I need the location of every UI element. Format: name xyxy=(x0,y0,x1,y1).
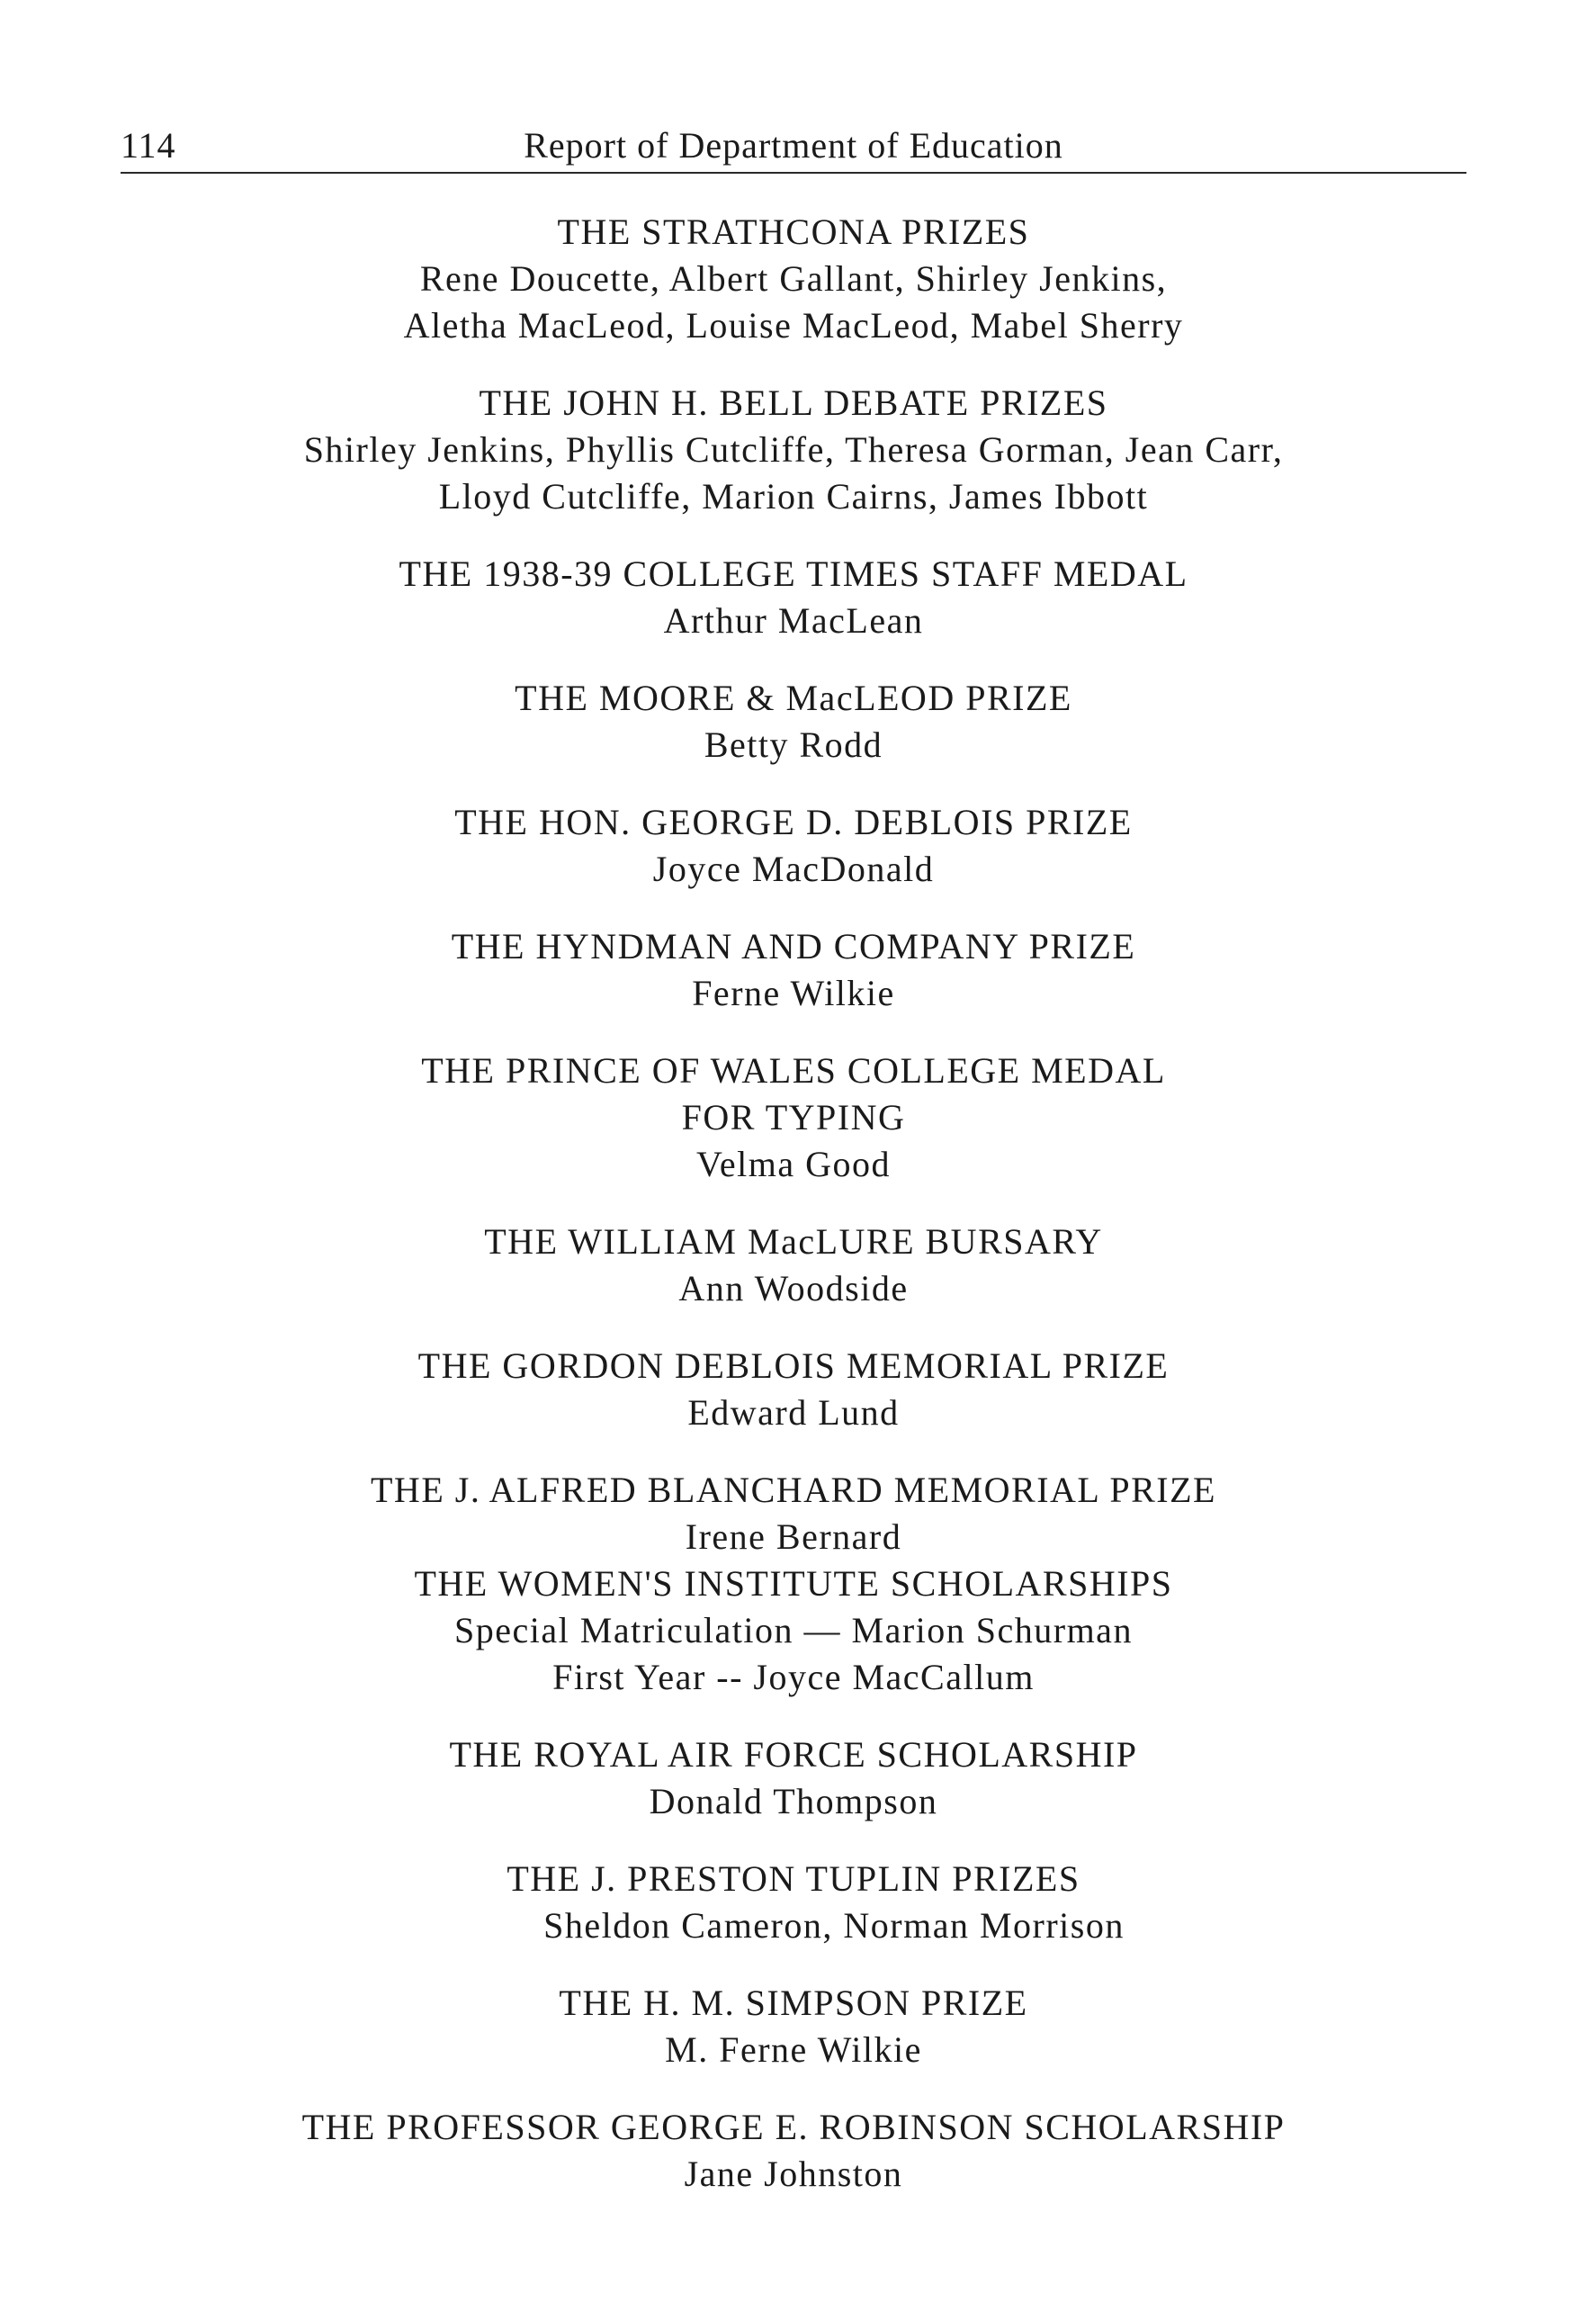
award-block xyxy=(121,1467,1466,1560)
award-block xyxy=(121,1218,1466,1312)
award-recipient: Arthur MacLean xyxy=(663,600,924,641)
award-recipient: First Year -- Joyce MacCallum xyxy=(552,1657,1035,1697)
award-title: THE MOORE & MacLEOD PRIZE xyxy=(515,678,1072,718)
award-recipient: Jane Johnston xyxy=(684,2154,903,2194)
award-block xyxy=(121,209,1466,349)
running-title: Report of Department of Education xyxy=(524,125,1063,166)
award-title: THE JOHN H. BELL DEBATE PRIZES xyxy=(479,382,1108,423)
award-recipients: Aletha MacLeod, Louise MacLeod, Mabel Sherry xyxy=(403,305,1184,346)
award-title: THE J. PRESTON TUPLIN PRIZES xyxy=(507,1858,1080,1899)
award-recipient: Ferne Wilkie xyxy=(692,973,895,1013)
award-recipient: M. Ferne Wilkie xyxy=(665,2029,922,2070)
award-title: THE 1938-39 COLLEGE TIMES STAFF MEDAL xyxy=(399,553,1188,594)
award-block xyxy=(121,799,1466,893)
award-recipient: Ann Woodside xyxy=(678,1268,909,1308)
award-title: THE WOMEN'S INSTITUTE SCHOLARSHIPS xyxy=(414,1563,1173,1604)
award-recipient: Special Matriculation — Marion Schurman xyxy=(454,1610,1133,1650)
award-block xyxy=(121,1980,1466,2073)
award-recipients: Rene Doucette, Albert Gallant, Shirley Jenkins, xyxy=(419,258,1168,299)
award-title: THE HYNDMAN AND COMPANY PRIZE xyxy=(451,926,1136,967)
award-title: THE WILLIAM MacLURE BURSARY xyxy=(484,1221,1103,1262)
award-block xyxy=(121,1048,1466,1188)
award-title: THE J. ALFRED BLANCHARD MEMORIAL PRIZE xyxy=(371,1470,1216,1510)
award-title: THE ROYAL AIR FORCE SCHOLARSHIP xyxy=(449,1734,1138,1775)
award-recipient: Edward Lund xyxy=(687,1392,900,1433)
award-recipient: Velma Good xyxy=(695,1144,892,1184)
award-block xyxy=(121,1560,1466,1701)
award-title: THE HON. GEORGE D. DEBLOIS PRIZE xyxy=(454,802,1133,842)
award-title: THE GORDON DEBLOIS MEMORIAL PRIZE xyxy=(417,1345,1170,1386)
award-title: THE PRINCE OF WALES COLLEGE MEDAL xyxy=(421,1050,1166,1091)
award-title-continued: FOR TYPING xyxy=(681,1097,906,1138)
award-block xyxy=(121,2104,1466,2198)
award-block xyxy=(121,675,1466,769)
award-recipient: Irene Bernard xyxy=(685,1516,902,1557)
award-title: THE PROFESSOR GEORGE E. ROBINSON SCHOLARSHIP xyxy=(301,2107,1286,2147)
award-recipient: Joyce MacDonald xyxy=(652,849,935,889)
award-recipients: Shirley Jenkins, Phyllis Cutcliffe, Theresa Gorman, Jean Carr, xyxy=(303,429,1284,470)
award-block xyxy=(121,1731,1466,1825)
award-recipient: Donald Thompson xyxy=(649,1781,938,1821)
page-header xyxy=(121,115,1466,173)
award-title: THE STRATHCONA PRIZES xyxy=(557,211,1030,252)
award-block xyxy=(121,551,1466,644)
award-recipients: Sheldon Cameron, Norman Morrison xyxy=(543,1905,1125,1946)
award-block xyxy=(121,1343,1466,1436)
page-number: 114 xyxy=(121,125,176,166)
awards-list xyxy=(121,209,1466,2228)
award-block xyxy=(121,923,1466,1017)
award-block xyxy=(121,380,1466,520)
award-recipient: Betty Rodd xyxy=(704,724,883,765)
award-title: THE H. M. SIMPSON PRIZE xyxy=(559,1983,1028,2023)
award-recipients: Lloyd Cutcliffe, Marion Cairns, James Ibbott xyxy=(438,476,1149,517)
header-rule xyxy=(121,172,1466,174)
award-block xyxy=(121,1856,1466,1949)
